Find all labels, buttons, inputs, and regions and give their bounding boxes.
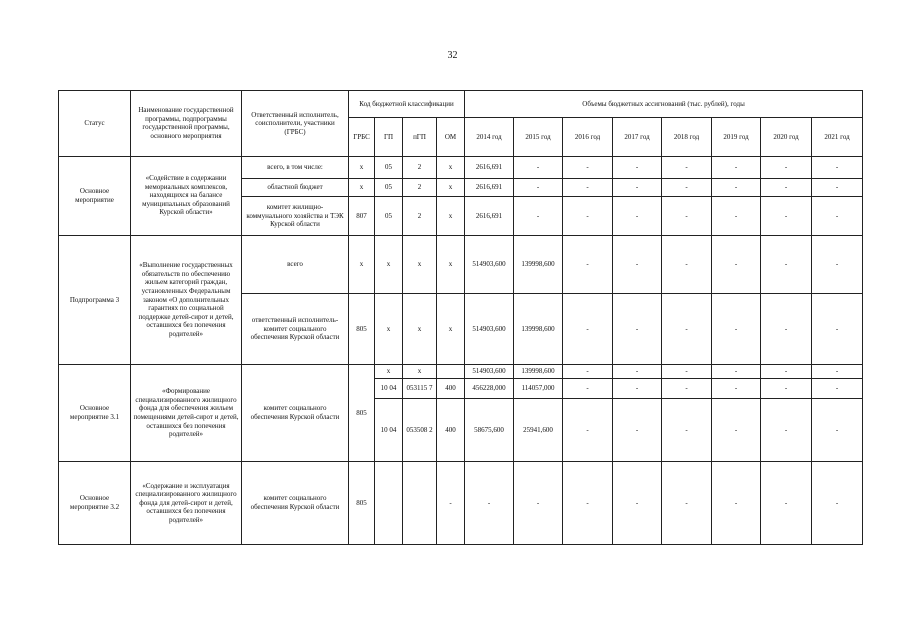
grbs-cell: х xyxy=(349,156,375,178)
om-cell: 400 xyxy=(437,379,465,399)
year-cell: - xyxy=(761,294,812,365)
year-cell: - xyxy=(712,294,761,365)
header-year: 2019 год xyxy=(712,118,761,156)
year-cell: - xyxy=(662,462,712,545)
gp-cell: 05 xyxy=(375,197,403,235)
pgp-cell: 2 xyxy=(403,156,437,178)
year-cell: - xyxy=(712,178,761,196)
year-cell: - xyxy=(514,197,563,235)
table-row xyxy=(59,462,863,545)
om-cell: х xyxy=(437,156,465,178)
table-row xyxy=(59,235,863,294)
gp-cell: 10 04 xyxy=(375,399,403,462)
year-cell: - xyxy=(812,178,863,196)
year-cell: - xyxy=(761,156,812,178)
om-cell: - xyxy=(437,462,465,545)
page-number: 32 xyxy=(447,50,458,61)
year-cell: - xyxy=(514,156,563,178)
year-cell: - xyxy=(613,294,662,365)
gp-cell: 10 04 xyxy=(375,379,403,399)
header-year: 2021 год xyxy=(812,118,863,156)
year-cell: 514903,600 xyxy=(465,235,514,294)
responsible-cell: всего, в том числе: xyxy=(242,156,349,178)
year-cell: - xyxy=(812,462,863,545)
year-cell: - xyxy=(662,235,712,294)
year-cell: - xyxy=(613,156,662,178)
year-cell: - xyxy=(563,462,613,545)
gp-cell: 05 xyxy=(375,156,403,178)
table-row xyxy=(59,156,863,178)
responsible-cell: областной бюджет xyxy=(242,178,349,196)
year-cell: 514903,600 xyxy=(465,294,514,365)
table-row xyxy=(59,364,863,378)
year-cell: 2616,691 xyxy=(465,156,514,178)
year-cell: - xyxy=(613,235,662,294)
year-cell: - xyxy=(662,399,712,462)
year-cell: - xyxy=(563,178,613,196)
om-cell: х xyxy=(437,294,465,365)
header-pgp: пГП xyxy=(403,118,437,156)
year-cell: 139998,600 xyxy=(514,235,563,294)
responsible-cell: ответственный исполнитель-комитет социального обеспечения Курской области xyxy=(242,294,349,365)
gp-cell: х xyxy=(375,364,403,378)
year-cell: - xyxy=(662,364,712,378)
header-year: 2018 год xyxy=(662,118,712,156)
grbs-cell: 805 xyxy=(349,294,375,365)
status-cell: Основное мероприятие 3.1 xyxy=(59,364,131,461)
year-cell: - xyxy=(761,178,812,196)
year-cell: - xyxy=(563,364,613,378)
year-cell: - xyxy=(563,235,613,294)
year-cell: - xyxy=(761,235,812,294)
status-cell: Подпрограмма 3 xyxy=(59,235,131,364)
header-year: 2017 год xyxy=(613,118,662,156)
year-cell: - xyxy=(761,462,812,545)
gp-cell: 05 xyxy=(375,178,403,196)
year-cell: - xyxy=(613,178,662,196)
year-cell: - xyxy=(812,294,863,365)
year-cell: - xyxy=(613,462,662,545)
name-cell: «Содействие в содержании мемориальных комплексов, находящихся на балансе муниципальных образований Курской области» xyxy=(131,156,242,235)
status-cell: Основное мероприятие 3.2 xyxy=(59,462,131,545)
pgp-cell: х xyxy=(403,294,437,365)
year-cell: 25941,600 xyxy=(514,399,563,462)
year-cell: - xyxy=(563,399,613,462)
responsible-cell: комитет социального обеспечения Курской области xyxy=(242,364,349,461)
pgp-cell: 053115 7 xyxy=(403,379,437,399)
om-cell: 400 xyxy=(437,399,465,462)
header-volumes: Объемы бюджетных ассигнований (тыс. рублей), годы xyxy=(465,91,863,118)
year-cell: - xyxy=(812,235,863,294)
year-cell: 2616,691 xyxy=(465,178,514,196)
year-cell: - xyxy=(613,364,662,378)
year-cell: 2616,691 xyxy=(465,197,514,235)
header-budget-code: Код бюджетной классификации xyxy=(349,91,465,118)
header-year: 2020 год xyxy=(761,118,812,156)
year-cell: 114057,000 xyxy=(514,379,563,399)
name-cell: «Выполнение государственных обязательств по обеспечению жильем категорий граждан, установленных Федеральным законом «О дополнительных гарантиях по социальной поддержке детей-сирот и детей, оставшихся без попечения родителей» xyxy=(131,235,242,364)
year-cell: 514903,600 xyxy=(465,364,514,378)
pgp-cell: х xyxy=(403,235,437,294)
year-cell: - xyxy=(761,364,812,378)
year-cell: - xyxy=(761,197,812,235)
header-year: 2016 год xyxy=(563,118,613,156)
year-cell: - xyxy=(563,156,613,178)
header-year: 2014 год xyxy=(465,118,514,156)
year-cell: - xyxy=(712,364,761,378)
year-cell: - xyxy=(812,399,863,462)
name-cell: «Формирование специализированного жилищного фонда для обеспечения жильем помещениями детей-сирот и детей, оставшихся без попечения родителей» xyxy=(131,364,242,461)
year-cell: 139998,600 xyxy=(514,294,563,365)
year-cell: - xyxy=(712,399,761,462)
year-cell: - xyxy=(712,156,761,178)
year-cell: 58675,600 xyxy=(465,399,514,462)
year-cell: - xyxy=(712,235,761,294)
header-status: Статус xyxy=(59,91,131,157)
name-cell: «Содержание и эксплуатация специализированного жилищного фонда для детей-сирот и детей, оставшихся без попечения родителей» xyxy=(131,462,242,545)
year-cell: - xyxy=(812,197,863,235)
header-name: Наименование государственной программы, подпрограммы государственной программы, основного мероприятия xyxy=(131,91,242,157)
pgp-cell: х xyxy=(403,364,437,378)
year-cell: - xyxy=(761,399,812,462)
header-grbs: ГРБС xyxy=(349,118,375,156)
om-cell xyxy=(437,364,465,378)
year-cell: - xyxy=(812,156,863,178)
year-cell: - xyxy=(662,197,712,235)
pgp-cell xyxy=(403,462,437,545)
grbs-cell: х xyxy=(349,178,375,196)
year-cell: - xyxy=(662,294,712,365)
year-cell: - xyxy=(613,399,662,462)
year-cell: - xyxy=(812,364,863,378)
responsible-cell: комитет социального обеспечения Курской области xyxy=(242,462,349,545)
year-cell: - xyxy=(712,379,761,399)
year-cell: - xyxy=(563,197,613,235)
year-cell: - xyxy=(662,379,712,399)
gp-cell xyxy=(375,462,403,545)
year-cell: - xyxy=(514,462,563,545)
grbs-cell: х xyxy=(349,235,375,294)
header-year: 2015 год xyxy=(514,118,563,156)
year-cell: - xyxy=(761,379,812,399)
gp-cell: х xyxy=(375,235,403,294)
year-cell: - xyxy=(812,379,863,399)
gp-cell: х xyxy=(375,294,403,365)
om-cell: х xyxy=(437,178,465,196)
year-cell: - xyxy=(712,197,761,235)
year-cell: 139998,600 xyxy=(514,364,563,378)
responsible-cell: всего xyxy=(242,235,349,294)
grbs-cell: 807 xyxy=(349,197,375,235)
year-cell: - xyxy=(613,197,662,235)
budget-table xyxy=(58,90,863,545)
header-om: ОМ xyxy=(437,118,465,156)
om-cell: х xyxy=(437,235,465,294)
status-cell: Основное мероприятие xyxy=(59,156,131,235)
header-responsible: Ответственный исполнитель, соисполнители, участники (ГРБС) xyxy=(242,91,349,157)
pgp-cell: 053508 2 xyxy=(403,399,437,462)
pgp-cell: 2 xyxy=(403,178,437,196)
year-cell: - xyxy=(662,156,712,178)
grbs-cell: 805 xyxy=(349,462,375,545)
om-cell: х xyxy=(437,197,465,235)
year-cell: - xyxy=(514,178,563,196)
responsible-cell: комитет жилищно-коммунального хозяйства и ТЭК Курской области xyxy=(242,197,349,235)
year-cell: - xyxy=(465,462,514,545)
year-cell: - xyxy=(563,379,613,399)
year-cell: - xyxy=(712,462,761,545)
pgp-cell: 2 xyxy=(403,197,437,235)
year-cell: - xyxy=(563,294,613,365)
year-cell: - xyxy=(662,178,712,196)
grbs-cell: 805 xyxy=(349,364,375,461)
year-cell: - xyxy=(613,379,662,399)
header-gp: ГП xyxy=(375,118,403,156)
year-cell: 456228,000 xyxy=(465,379,514,399)
